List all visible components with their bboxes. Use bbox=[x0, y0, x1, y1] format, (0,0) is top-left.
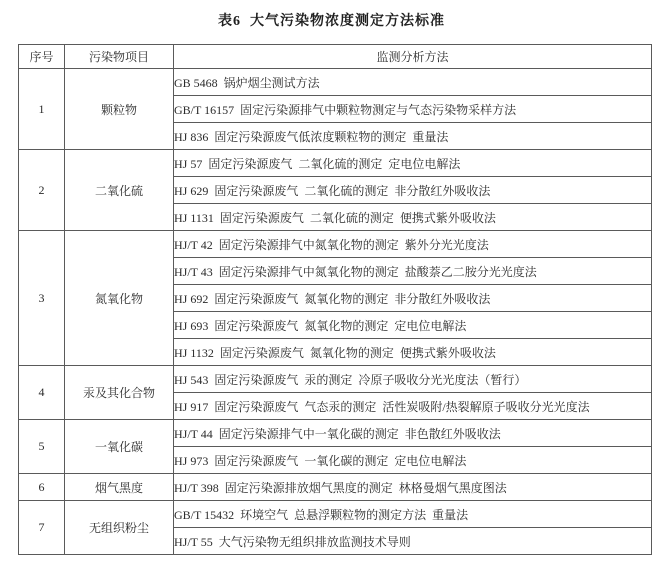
table-row bbox=[19, 501, 652, 528]
table-row bbox=[19, 420, 652, 447]
table-title: 表6 大气污染物浓度测定方法标准 bbox=[218, 14, 445, 29]
method-cell: HJ/T 42 固定污染源排气中氮氧化物的测定 紫外分光光度法 bbox=[174, 231, 652, 258]
method-cell: HJ 629 固定污染源废气 二氧化硫的测定 非分散红外吸收法 bbox=[174, 177, 652, 204]
row-number-cell: 5 bbox=[19, 420, 65, 474]
header-cell-method: 监测分析方法 bbox=[174, 45, 652, 69]
method-cell: HJ/T 44 固定污染源排气中一氧化碳的测定 非色散红外吸收法 bbox=[174, 420, 652, 447]
table-body bbox=[19, 69, 652, 555]
row-number-cell: 1 bbox=[19, 69, 65, 150]
table-row bbox=[19, 366, 652, 393]
header-cell-index: 序号 bbox=[19, 45, 65, 69]
method-cell: HJ 917 固定污染源废气 气态汞的测定 活性炭吸附/热裂解原子吸收分光光度法 bbox=[174, 393, 652, 420]
pollutant-cell: 二氧化硫 bbox=[65, 150, 174, 231]
method-cell: GB/T 16157 固定污染源排气中颗粒物测定与气态污染物采样方法 bbox=[174, 96, 652, 123]
method-cell: GB/T 15432 环境空气 总悬浮颗粒物的测定方法 重量法 bbox=[174, 501, 652, 528]
table-row bbox=[19, 474, 652, 501]
methods-table bbox=[18, 44, 652, 555]
pollutant-cell: 汞及其化合物 bbox=[65, 366, 174, 420]
header-row bbox=[19, 45, 652, 69]
method-cell: HJ 1131 固定污染源废气 二氧化硫的测定 便携式紫外吸收法 bbox=[174, 204, 652, 231]
row-number-cell: 4 bbox=[19, 366, 65, 420]
header-cell-pollutant: 污染物项目 bbox=[65, 45, 174, 69]
table-row bbox=[19, 69, 652, 96]
method-cell: HJ 57 固定污染源废气 二氧化硫的测定 定电位电解法 bbox=[174, 150, 652, 177]
pollutant-cell: 一氧化碳 bbox=[65, 420, 174, 474]
method-cell: HJ/T 55 大气污染物无组织排放监测技术导则 bbox=[174, 528, 652, 555]
method-cell: HJ 693 固定污染源废气 氮氧化物的测定 定电位电解法 bbox=[174, 312, 652, 339]
table-row bbox=[19, 150, 652, 177]
row-number-cell: 7 bbox=[19, 501, 65, 555]
row-number-cell: 3 bbox=[19, 231, 65, 366]
table-row bbox=[19, 231, 652, 258]
pollutant-cell: 烟气黑度 bbox=[65, 474, 174, 501]
pollutant-cell: 氮氧化物 bbox=[65, 231, 174, 366]
method-cell: HJ 543 固定污染源废气 汞的测定 冷原子吸收分光光度法（暂行） bbox=[174, 366, 652, 393]
method-cell: HJ 692 固定污染源废气 氮氧化物的测定 非分散红外吸收法 bbox=[174, 285, 652, 312]
method-cell: HJ 836 固定污染源废气低浓度颗粒物的测定 重量法 bbox=[174, 123, 652, 150]
method-cell: HJ 973 固定污染源废气 一氧化碳的测定 定电位电解法 bbox=[174, 447, 652, 474]
method-cell: HJ 1132 固定污染源废气 氮氧化物的测定 便携式紫外吸收法 bbox=[174, 339, 652, 366]
pollutant-cell: 无组织粉尘 bbox=[65, 501, 174, 555]
row-number-cell: 2 bbox=[19, 150, 65, 231]
row-number-cell: 6 bbox=[19, 474, 65, 501]
pollutant-cell: 颗粒物 bbox=[65, 69, 174, 150]
table-header bbox=[19, 45, 652, 69]
method-cell: GB 5468 锅炉烟尘测试方法 bbox=[174, 69, 652, 96]
method-cell: HJ/T 43 固定污染源排气中氮氧化物的测定 盐酸萘乙二胺分光光度法 bbox=[174, 258, 652, 285]
method-cell: HJ/T 398 固定污染源排放烟气黑度的测定 林格曼烟气黑度图法 bbox=[174, 474, 652, 501]
